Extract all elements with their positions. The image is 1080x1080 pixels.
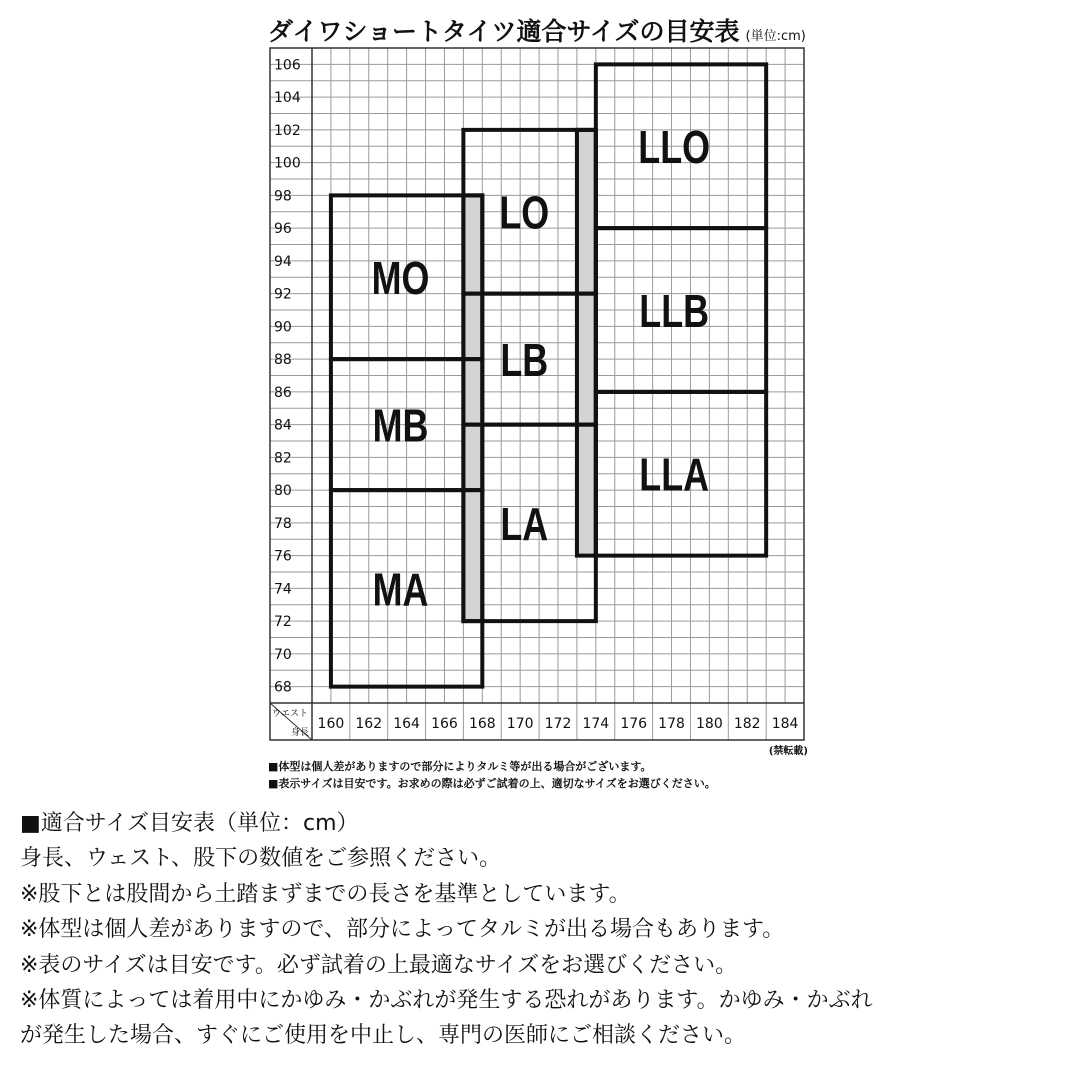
- y-tick-label: 78: [274, 515, 292, 532]
- y-tick-label: 90: [274, 319, 292, 336]
- x-tick-label: 178: [658, 716, 685, 732]
- overlap-band: [463, 195, 482, 621]
- x-tick-label: 184: [771, 716, 799, 732]
- y-tick-label: 82: [274, 450, 292, 467]
- size-label: MB: [372, 400, 429, 452]
- y-tick-label: 80: [274, 483, 292, 500]
- x-tick-label: 180: [696, 716, 723, 732]
- x-tick-label: 166: [431, 716, 458, 732]
- chart-unit-label: (単位:cm): [745, 29, 806, 44]
- size-label: MO: [371, 252, 430, 305]
- y-tick-label: 96: [274, 221, 292, 238]
- y-tick-label: 70: [274, 646, 292, 663]
- x-tick-label: 176: [620, 716, 648, 732]
- waist-axis-label: ウエスト: [272, 709, 309, 719]
- section-heading: ■適合サイズ目安表（単位：cm）: [20, 811, 359, 836]
- y-tick-label: 76: [274, 548, 292, 565]
- x-tick-label: 174: [582, 716, 610, 732]
- x-tick-label: 168: [468, 716, 496, 732]
- height-axis-label: 身長: [290, 728, 309, 738]
- y-tick-label: 92: [274, 286, 292, 303]
- overlap-band: [577, 130, 596, 556]
- chart-note: ■体型は個人差がありますので部分によりタルミ等が出る場合がございます。: [268, 760, 652, 773]
- y-tick-label: 106: [274, 57, 301, 74]
- size-label: LO: [499, 187, 550, 239]
- description-text: [20, 806, 873, 1054]
- y-tick-label: 88: [274, 352, 292, 369]
- x-tick-label: 160: [317, 716, 345, 732]
- x-tick-label: 164: [393, 716, 420, 732]
- no-reprint-notice: (禁転載): [768, 746, 808, 757]
- y-tick-label: 72: [274, 614, 292, 631]
- size-label: LLA: [639, 449, 710, 501]
- y-tick-label: 102: [274, 122, 301, 139]
- size-label: LA: [500, 498, 549, 550]
- description-line: 身長、ウェスト、股下の数値をご参照ください。: [20, 846, 502, 872]
- x-tick-label: 162: [355, 716, 383, 732]
- description-line: が発生した場合、すぐにご使用を中止し、専門の医師にご相談ください。: [20, 1023, 747, 1049]
- size-label: LLB: [639, 285, 710, 338]
- x-tick-label: 170: [506, 716, 534, 732]
- chart-notes: [268, 758, 716, 792]
- y-tick-label: 104: [274, 90, 301, 107]
- y-tick-label: 86: [274, 384, 292, 401]
- x-tick-label: 172: [544, 716, 572, 732]
- y-tick-label: 94: [274, 253, 292, 270]
- y-tick-label: 68: [274, 679, 292, 696]
- description-line: ※股下とは股間から土踏まずまでの長さを基準としています。: [20, 881, 631, 907]
- description-line: ※表のサイズは目安です。必ず試着の上最適なサイズをお選びください。: [20, 952, 738, 978]
- description-line: ※体型は個人差がありますので、部分によってタルミが出る場合もあります。: [20, 917, 785, 943]
- y-tick-label: 98: [274, 188, 292, 205]
- size-label: MA: [372, 564, 429, 616]
- size-label: LB: [500, 334, 549, 387]
- description-line: ※体質によっては着用中にかゆみ・かぶれが発生する恐れがあります。かゆみ・かぶれ: [20, 988, 873, 1014]
- y-tick-label: 100: [274, 155, 301, 172]
- x-tick-label: 182: [733, 716, 761, 732]
- y-tick-label: 84: [274, 417, 292, 434]
- size-label: LLO: [638, 121, 711, 174]
- chart-title-text: ダイワショートタイツ適合サイズの目安表: [268, 17, 740, 46]
- chart-note: ■表示サイズは目安です。お求めの際は必ずご試着の上、適切なサイズをお選びください。: [268, 777, 716, 790]
- y-tick-label: 74: [274, 581, 292, 598]
